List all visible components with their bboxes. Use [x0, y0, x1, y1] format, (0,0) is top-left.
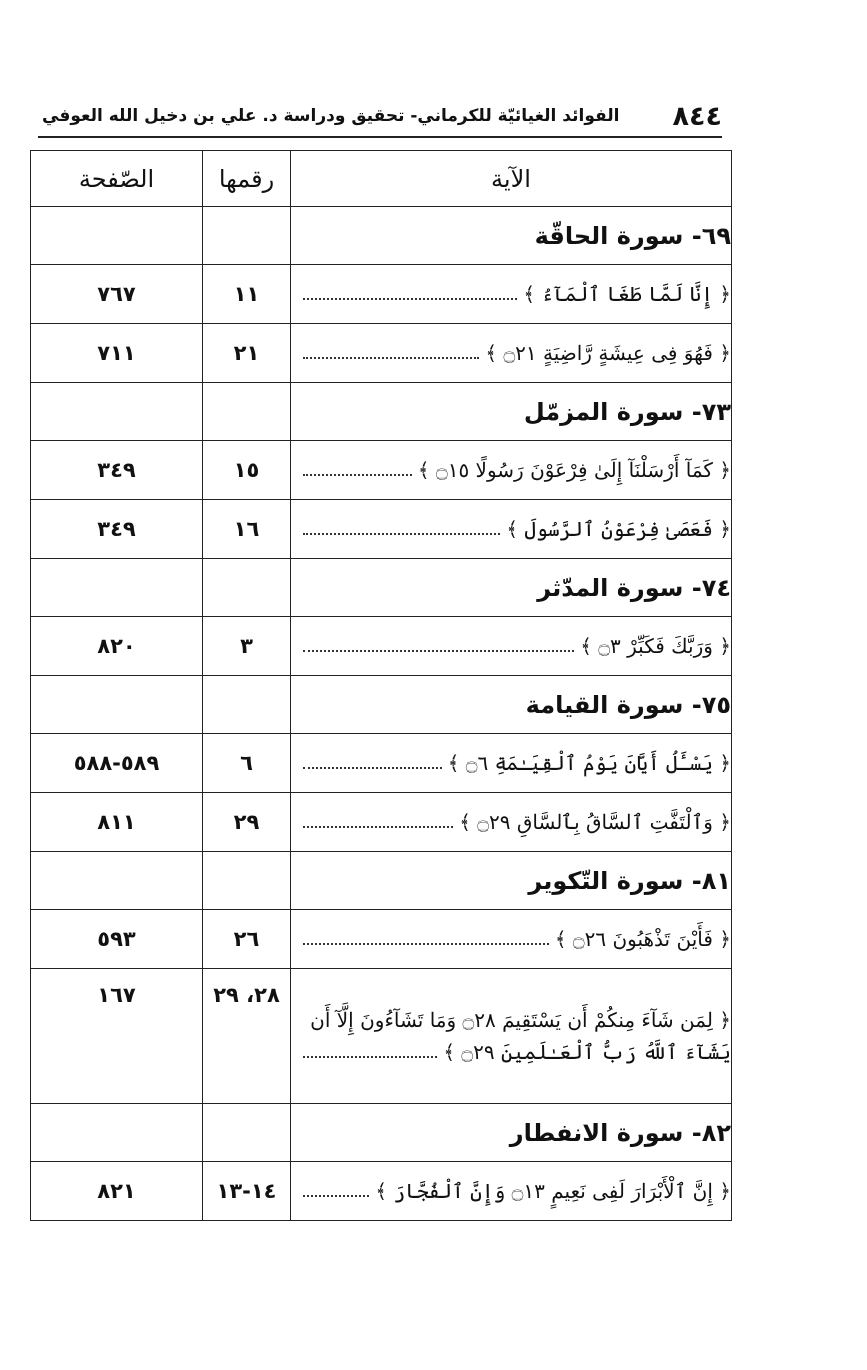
verse-text: ﴿ لِمَن شَآءَ مِنكُمْ أَن يَسْتَقِيمَ ۝٢٨ وَمَا تَشَآءُونَ إِلَّآ أَن	[310, 1008, 731, 1032]
surah-heading-row	[31, 1104, 732, 1162]
empty-cell	[31, 383, 203, 441]
empty-cell	[31, 1104, 203, 1162]
verse-number: ١٦	[203, 500, 291, 559]
page-reference: ٧١١	[31, 324, 203, 383]
verse-line	[291, 1040, 731, 1064]
running-header	[38, 102, 722, 138]
verse-text: يَشَآءَ ٱللَّهُ رَبُّ ٱلْعَـٰلَمِينَ ۝٢٩ ﴾	[443, 1040, 731, 1064]
book-title: الفوائد الغيائيّة للكرماني- تحقيق ودراسة د. علي بن دخيل الله العوفي	[42, 106, 620, 126]
verse-index-table	[30, 150, 732, 1221]
verse-line	[291, 1179, 731, 1203]
verse-row	[31, 617, 732, 676]
verse-line	[291, 810, 731, 834]
verse-number: ١١	[203, 265, 291, 324]
dot-leader	[303, 766, 442, 769]
verse-text: ﴿ إِنَّا لَمَّا طَغَا ٱلْمَآءُ ﴾	[523, 282, 731, 306]
verse-row	[31, 734, 732, 793]
empty-cell	[203, 207, 291, 265]
verse-cell	[291, 441, 732, 500]
surah-title: ٨١- سورة التّكوير	[291, 852, 732, 910]
surah-heading-row	[31, 852, 732, 910]
verse-number: ١٤-١٣	[203, 1162, 291, 1221]
dot-leader	[303, 649, 574, 652]
verse-row	[31, 793, 732, 852]
page-reference: ٣٤٩	[31, 441, 203, 500]
verse-text: ﴿ فَهُوَ فِى عِيشَةٍ رَّاضِيَةٍ ۝٢١ ﴾	[485, 341, 731, 365]
page-reference: ١٦٧	[31, 969, 203, 1104]
verse-number: ١٥	[203, 441, 291, 500]
page-number: ٨٤٤	[672, 101, 722, 132]
verse-text: ﴿ فَأَيْنَ تَذْهَبُونَ ۝٢٦ ﴾	[554, 927, 731, 951]
surah-title: ٧٥- سورة القيامة	[291, 676, 732, 734]
surah-heading-row	[31, 676, 732, 734]
verse-cell	[291, 500, 732, 559]
verse-number: ٦	[203, 734, 291, 793]
dot-leader	[303, 297, 517, 300]
verse-row	[31, 500, 732, 559]
dot-leader	[303, 356, 479, 359]
page-reference: ٨٢١	[31, 1162, 203, 1221]
verse-text: ﴿ كَمَآ أَرْسَلْنَآ إِلَىٰ فِرْعَوْنَ رَسُولًا ۝١٥ ﴾	[417, 458, 731, 482]
verse-text: ﴿ وَٱلْتَفَّتِ ٱلسَّاقُ بِٱلسَّاقِ ۝٢٩ ﴾	[459, 810, 731, 834]
surah-title: ٧٣- سورة المزمّل	[291, 383, 732, 441]
empty-cell	[203, 559, 291, 617]
verse-text: ﴿ وَرَبَّكَ فَكَبِّرْ ۝٣ ﴾	[580, 634, 731, 658]
surah-title: ٦٩- سورة الحاقّة	[291, 207, 732, 265]
verse-text: ﴿ فَعَصَىٰ فِرْعَوْنُ ٱلرَّسُولَ ﴾	[506, 517, 731, 541]
empty-cell	[31, 852, 203, 910]
verse-line	[291, 458, 731, 482]
verse-number: ٢٨، ٢٩	[203, 969, 291, 1104]
empty-cell	[31, 207, 203, 265]
surah-heading-row	[31, 559, 732, 617]
verse-cell	[291, 1162, 732, 1221]
table-body	[31, 207, 732, 1221]
verse-line	[291, 1008, 731, 1032]
verse-line	[291, 927, 731, 951]
verse-number: ٢٦	[203, 910, 291, 969]
verse-row	[31, 324, 732, 383]
empty-cell	[203, 852, 291, 910]
surah-title: ٨٢- سورة الانفطار	[291, 1104, 732, 1162]
verse-number: ٣	[203, 617, 291, 676]
empty-cell	[31, 676, 203, 734]
verse-cell	[291, 265, 732, 324]
dot-leader	[303, 1194, 369, 1197]
verse-row	[31, 265, 732, 324]
verse-row	[31, 910, 732, 969]
page-reference: ٥٩٣	[31, 910, 203, 969]
verse-line	[291, 517, 731, 541]
page-reference: ٣٤٩	[31, 500, 203, 559]
column-header-number: رقمها	[203, 151, 291, 207]
verse-number: ٢١	[203, 324, 291, 383]
verse-row	[31, 1162, 732, 1221]
dot-leader	[303, 1055, 437, 1058]
verse-row	[31, 441, 732, 500]
verse-line	[291, 341, 731, 365]
verse-cell	[291, 324, 732, 383]
page-reference: ٨١١	[31, 793, 203, 852]
verse-text: ﴿ يَسْـَٔلُ أَيَّانَ يَوْمُ ٱلْقِيَـٰمَةِ ۝٦ ﴾	[447, 751, 731, 775]
page-reference: ٨٢٠	[31, 617, 203, 676]
surah-heading-row	[31, 207, 732, 265]
verse-cell	[291, 910, 732, 969]
verse-text: ﴿ إِنَّ ٱلْأَبْرَارَ لَفِى نَعِيمٍ ۝١٣ وَإِنَّ ٱلْفُجَّارَ ﴾	[375, 1179, 731, 1203]
verse-cell	[291, 969, 732, 1104]
empty-cell	[203, 383, 291, 441]
surah-heading-row	[31, 383, 732, 441]
verse-line	[291, 282, 731, 306]
column-header-verse: الآية	[291, 151, 732, 207]
verse-line	[291, 634, 731, 658]
empty-cell	[203, 1104, 291, 1162]
dot-leader	[303, 532, 500, 535]
empty-cell	[203, 676, 291, 734]
column-header-page: الصّفحة	[31, 151, 203, 207]
dot-leader	[303, 825, 453, 828]
verse-number: ٢٩	[203, 793, 291, 852]
verse-cell	[291, 793, 732, 852]
table-header-row	[31, 151, 732, 207]
dot-leader	[303, 942, 549, 945]
verse-cell	[291, 734, 732, 793]
empty-cell	[31, 559, 203, 617]
page-reference: ٥٨٩-٥٨٨	[31, 734, 203, 793]
verse-row	[31, 969, 732, 1104]
dot-leader	[303, 473, 412, 476]
page-reference: ٧٦٧	[31, 265, 203, 324]
verse-line	[291, 751, 731, 775]
surah-title: ٧٤- سورة المدّثر	[291, 559, 732, 617]
verse-cell	[291, 617, 732, 676]
